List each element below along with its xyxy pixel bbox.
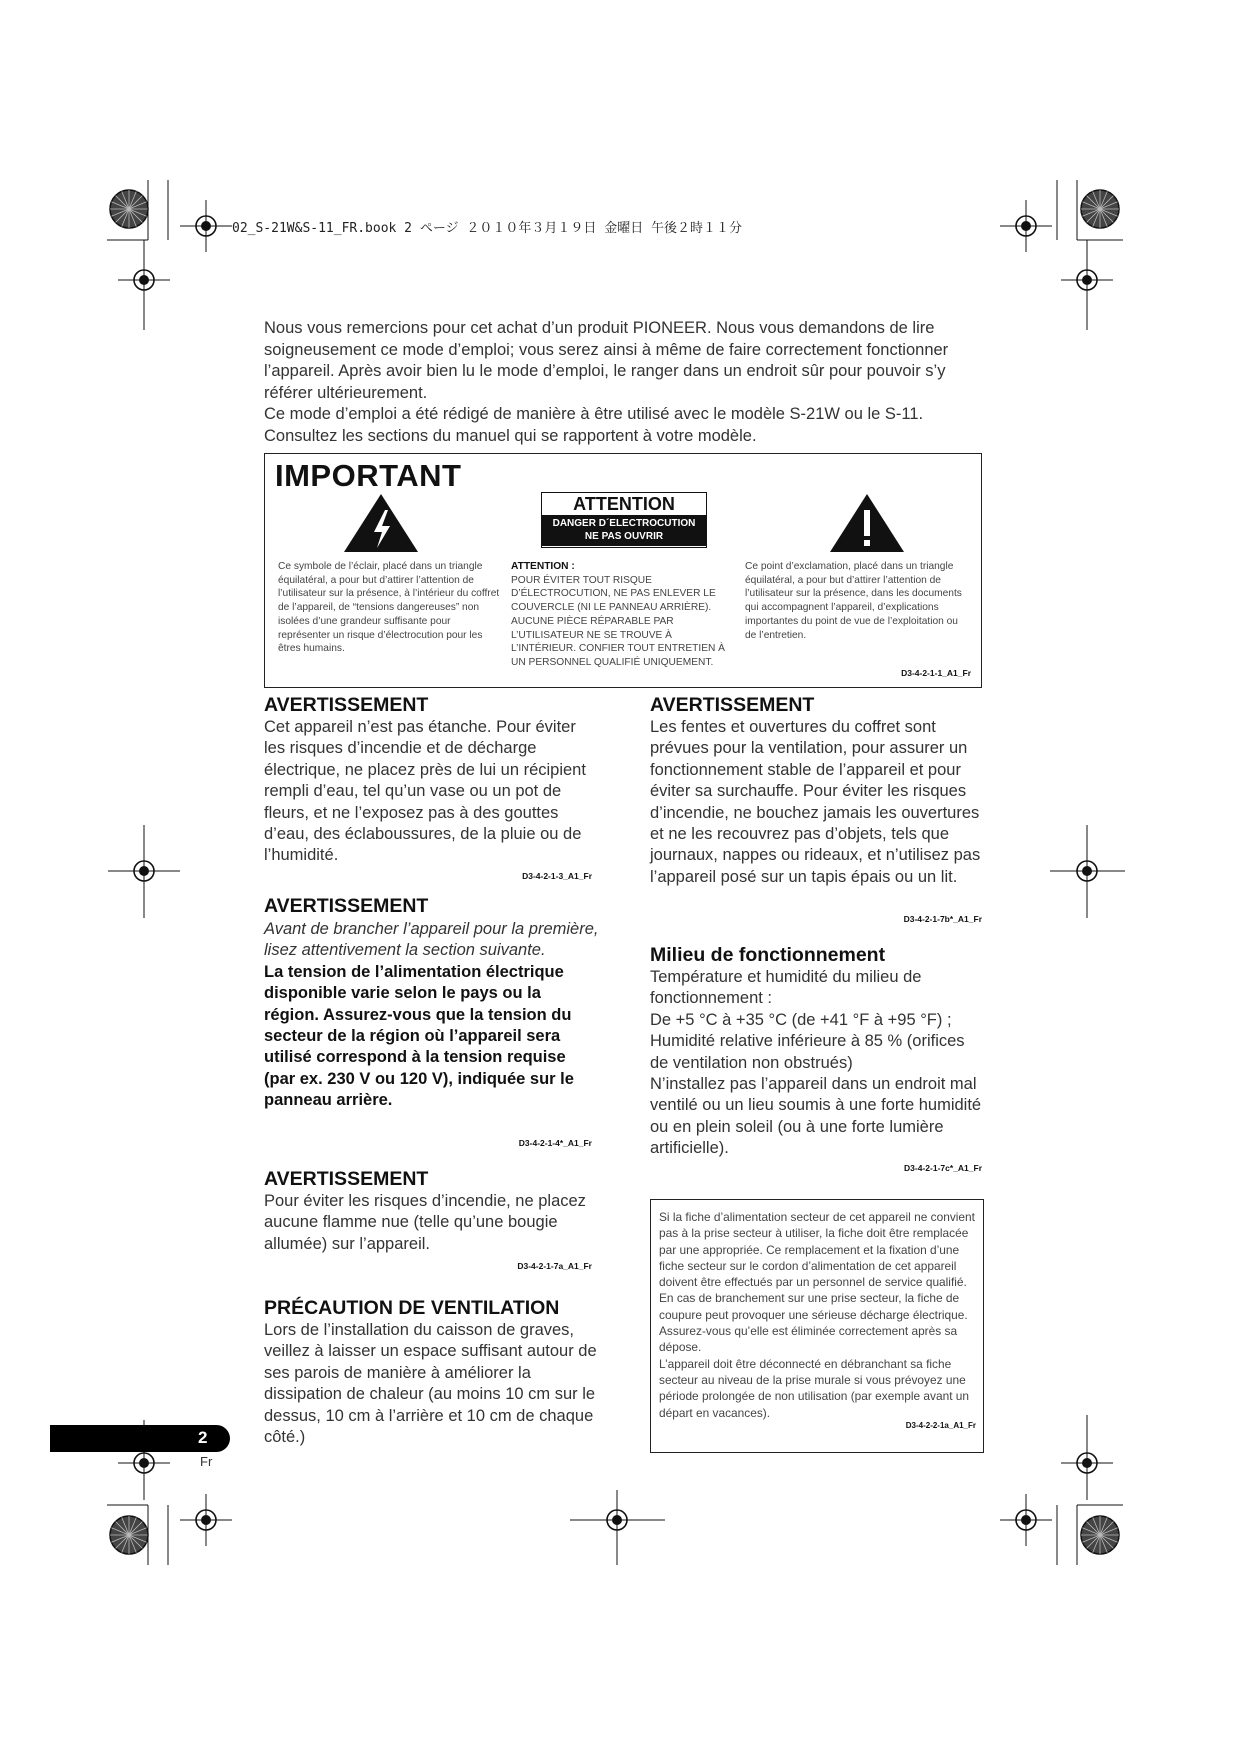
section-title-avertissement-1: AVERTISSEMENT [264,694,429,716]
milieu-line-2: De +5 °C à +35 °C (de +41 °F à +95 °F) ; Humidité relative inférieure à 85 % (orifices de ventilation non obstrués) [650,1010,965,1072]
avertissement-4-body: Les fentes et ouvertures du coffret sont prévues pour la ventilation, pour assurer un fonctionnement stable de l’appareil et pour éviter sa surchauffe. Pour éviter les risques d’incendie, ne bouchez jamais les ouvertures et ne les recouvrez pas d’objets, tels que journaux, nappes ou rideaux, et n’utilisez pas l’appareil posé sur un tapis épais ou un lit. [650,718,981,886]
reference-code: D3-4-2-1-7c*_A1_Fr [904,1163,982,1173]
intro-paragraph-2: Ce mode d’emploi a été rédigé de manière à être utilisé avec le modèle S-21W ou le S-11. Consultez les sections du manuel qui se rapportent à votre modèle. [264,405,924,445]
lightning-symbol-explanation: Ce symbole de l’éclair, placé dans un triangle équilatéral, a pour but d’attirer l’attention de l’utilisateur sur la présence, à l’intérieur du coffret de l’appareil, de “tensions dangereuses” non isolées d’une grandeur suffisante pour représenter un risque d’électrocution pour les êtres humains. [278,561,500,655]
milieu-fonctionnement-body [650,967,985,1160]
reference-code: D3-4-2-1-7b*_A1_Fr [903,914,982,924]
exclamation-symbol-explanation: Ce point d’exclamation, placé dans un triangle équilatéral, a pour but d’attirer l’attention de l’utilisateur sur la présence, dans les documents qui accompagnent l’appareil, d’explications importantes du point de vue de l’exploitation ou de l’entretien. [745,561,962,641]
page-language: Fr [200,1454,213,1469]
intro-paragraph-1: Nous vous remercions pour cet achat d’un produit PIONEER. Nous vous demandons de lire soigneusement ce mode d’emploi; vous serez ainsi à même de faire correctement fonctionner l’appareil. Après avoir bien lu le mode d’emploi, le ranger dans un endroit sûr pour pouvoir s’y référer ultérieurement. [264,319,949,402]
attention-sub-line-1: DANGER D´ELECTROCUTION [552,518,696,529]
ventilation-body: Lors de l’installation du caisson de graves, veillez à laisser un espace suffisant autour de ses parois de manière à améliorer la dissipation de chaleur (au moins 10 cm sur le dessus, 10 cm à l’arrière et 10 cm de chaque côté.) [264,1321,597,1447]
section-title-milieu-fonctionnement: Milieu de fonctionnement [650,944,886,966]
plug-notice-paragraph-1: Si la fiche d’alimentation secteur de cet appareil ne convient pas à la prise secteur à utiliser, la fiche doit être remplacée par une appropriée. Ce remplacement et la fixation d’une fiche secteur sur le cordon d’alimentation de cet appareil doivent être effectués par un personnel de service qualifié. En cas de branchement sur une prise secteur, la fiche de coupure peut provoquer une sérieuse décharge électrique. Assurez-vous qu’elle est éliminée correctement après sa dépose. [659,1210,975,1355]
milieu-line-1: Température et humidité du milieu de fonctionnement : [650,968,922,1008]
section-title-avertissement-2: AVERTISSEMENT [264,895,429,917]
attention-label: ATTENTION [573,494,675,514]
section-title-precaution-ventilation: PRÉCAUTION DE VENTILATION [264,1297,560,1319]
reference-code: D3-4-2-1-1_A1_Fr [901,668,971,678]
milieu-line-3: N’installez pas l’appareil dans un endroit mal ventilé ou un lieu soumis à une forte humidité ou en plein soleil (ou à une forte lumière artificielle). [650,1075,982,1158]
attention-label-box [541,492,707,548]
power-plug-notice-box [650,1199,984,1453]
important-title: IMPORTANT [275,458,462,493]
reference-code: D3-4-2-1-4*_A1_Fr [518,1138,592,1148]
reference-code: D3-4-2-2-1a_A1_Fr [905,1420,976,1430]
exclamation-warning-icon [828,492,906,554]
crop-mark-bottom-right [1000,1415,1123,1565]
avertissement-2-body [264,919,599,1112]
print-file-header: 02_S-21W&S-11_FR.book 2 ページ ２０１０年３月１９日 金曜日 午後２時１１分 [232,221,743,236]
attention-explanation [511,560,733,670]
page-number: 2 [198,1428,208,1447]
attention-sublabel [542,515,706,546]
attention-text: POUR ÉVITER TOUT RISQUE D’ÉLECTROCUTION, NE PAS ENLEVER LE COUVERCLE (NI LE PANNEAU ARRIÈRE). AUCUNE PIÈCE RÉPARABLE PAR L’UTILISATEUR NE SE TROUVE À L’INTÉRIEUR. CONFIER TOUT ENTRETIEN À UN PERSONNEL QUALIFIÉ UNIQUEMENT. [511,574,725,668]
attention-sub-line-2: NE PAS OUVRIR [584,531,664,542]
section-title-avertissement-4: AVERTISSEMENT [650,694,815,716]
avertissement-2-intro: Avant de brancher l’appareil pour la première, lisez attentivement la section suivante. [264,920,599,960]
avertissement-2-voltage-notice: La tension de l’alimentation électrique disponible varie selon le pays ou la région. Assurez-vous que la tension du secteur de la région où l’appareil sera utilisé correspond à la tension requise (par ex. 230 V ou 120 V), indiquée sur le panneau arrière. [264,962,574,1110]
crop-mark-top-right [1000,180,1123,330]
intro-text [264,318,984,447]
important-box [264,453,982,688]
attention-heading: ATTENTION : [511,561,575,572]
avertissement-1-body: Cet appareil n’est pas étanche. Pour éviter les risques d’incendie et de décharge électrique, ne placez près de lui un récipient rempli d’eau, tel qu’un vase ou un pot de fleurs, et ne l’exposez pas à des gouttes d’eau, des éclaboussures, de la pluie ou de l’humidité. [264,718,586,865]
crop-mark-top-left [107,180,232,330]
reference-code: D3-4-2-1-3_A1_Fr [522,871,592,881]
section-title-avertissement-3: AVERTISSEMENT [264,1168,429,1190]
reference-code: D3-4-2-1-7a_A1_Fr [517,1261,592,1271]
avertissement-3-body: Pour éviter les risques d’incendie, ne placez aucune flamme nue (telle qu’une bougie allumée) sur l’appareil. [264,1192,586,1253]
plug-notice-paragraph-2: L’appareil doit être déconnecté en débranchant sa fiche secteur au niveau de la prise murale si vous prévoyez une période prolongée de non utilisation (par exemple avant un départ en vacances). [659,1356,970,1420]
lightning-warning-icon [342,492,420,554]
